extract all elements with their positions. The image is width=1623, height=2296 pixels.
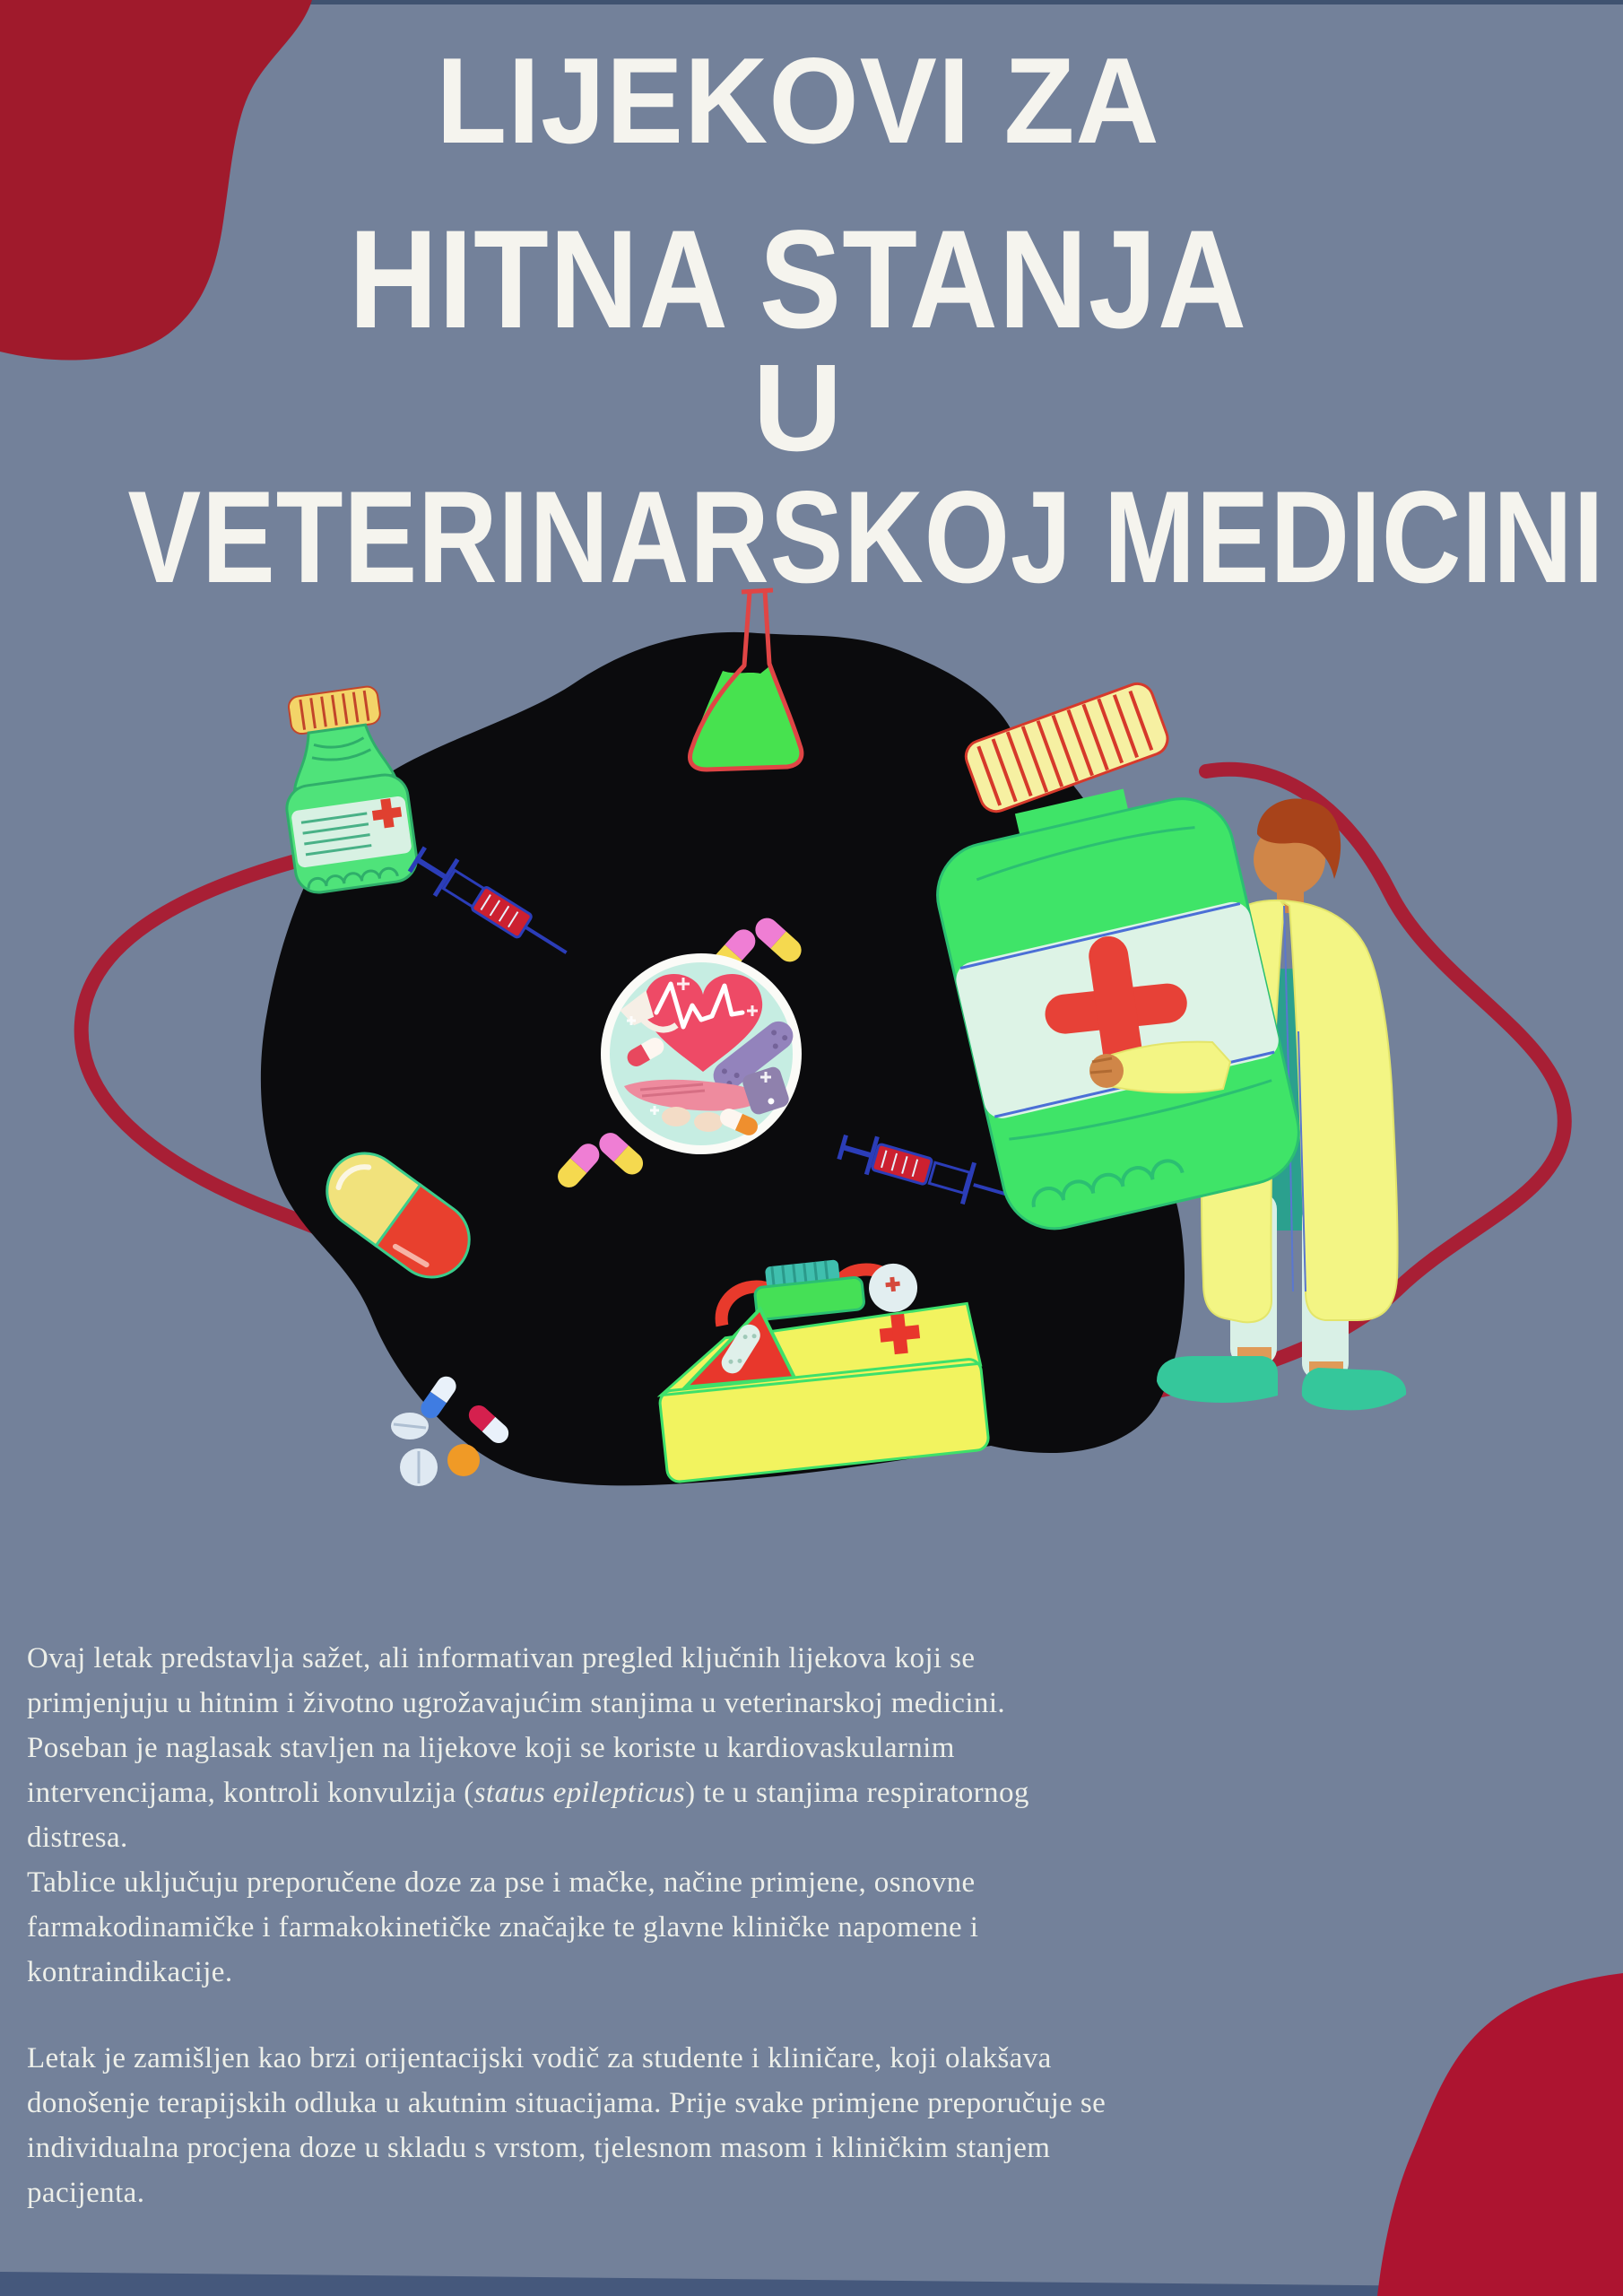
title-line-3: U xyxy=(752,339,844,477)
body-line: intervencijama, kontroli konvulzija (status epilepticus) te u stanjima respiratornog xyxy=(27,1777,1029,1809)
body-line: Poseban je naglasak stavljen na lijekove koji se koriste u kardiovaskularnim xyxy=(27,1732,955,1764)
body-line: individualna procjena doze u skladu s vrstom, tjelesnom masom i kliničkim stanjem xyxy=(27,2132,1051,2164)
title-line-4: VETERINARSKOJ MEDICINI xyxy=(127,464,1605,610)
body-line: donošenje terapijskih odluka u akutnim situacijama. Prije svake primjene preporučuje se xyxy=(27,2087,1107,2119)
body-line: farmakodinamičke i farmakokinetičke značajke te glavne kliničke napomene i xyxy=(27,1911,979,1944)
medicine-bottle-icon xyxy=(272,683,420,896)
body-line: pacijenta. xyxy=(27,2177,145,2209)
heart-care-sticker-icon xyxy=(601,953,802,1154)
title-line-2: HITNA STANJA xyxy=(348,202,1248,358)
body-line: primjenjuju u hitnim i životno ugrožavajućim stanjima u veterinarskoj medicini. xyxy=(27,1687,1006,1719)
body-line: Letak je zamišljen kao brzi orijentacijski vodič za studente i kliničare, koji olakšava xyxy=(27,2042,1052,2074)
body-line: Tablice uključuju preporučene doze za pse i mačke, načine primjene, osnovne xyxy=(27,1866,976,1899)
title-line-1: LIJEKOVI ZA xyxy=(436,32,1160,169)
body-line: distresa. xyxy=(27,1822,128,1854)
body-line: Ovaj letak predstavlja sažet, ali informativan pregled ključnih lijekova koji se xyxy=(27,1642,976,1674)
body-line: kontraindikacije. xyxy=(27,1956,233,1988)
poster-title xyxy=(0,0,1605,628)
intro-paragraphs xyxy=(27,1636,1029,1995)
closing-paragraph xyxy=(27,2036,1106,2215)
corner-blob-bottom-right xyxy=(1377,1973,1623,2296)
